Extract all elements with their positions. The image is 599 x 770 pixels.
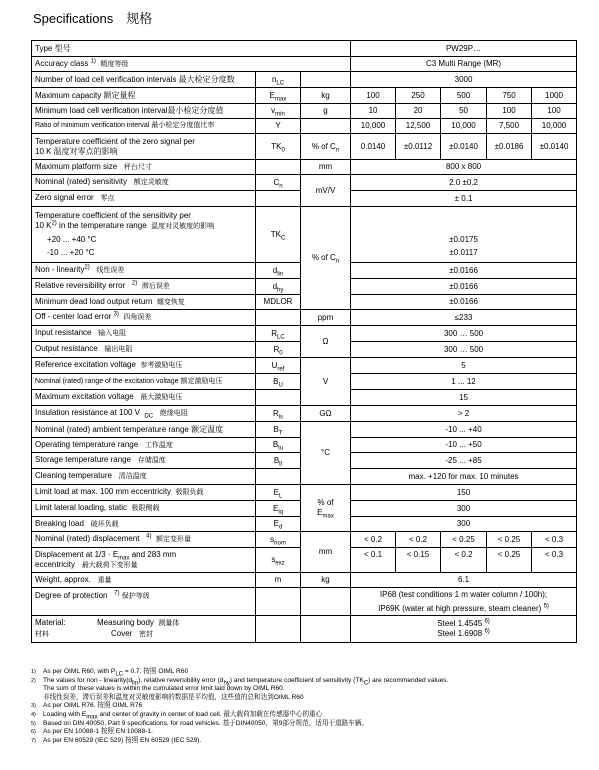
value-dhy: ±0.0166 <box>351 279 577 295</box>
value-accuracy: C3 Multi Range (MR) <box>351 57 577 72</box>
table-row-tk0 <box>32 134 577 160</box>
symbol-cn: $C_n$ <box>256 175 301 191</box>
value-maxexc: 15 <box>351 390 577 406</box>
value-snom-3: < 0.25 <box>487 532 532 548</box>
value-tk0-0: 0.0140 <box>351 134 396 160</box>
value-snom-2: < 0.25 <box>441 532 487 548</box>
symbol-uref: $U_{ref}$ <box>256 358 301 374</box>
value-nlc: 3000 <box>351 72 577 88</box>
label-mdlor: Minimum dead load output return 蠕变恢复 <box>32 295 256 310</box>
value-clean: max. +120 for max. 10 minutes <box>351 469 577 485</box>
unit-protection <box>301 588 351 616</box>
symbol-clean <box>256 469 301 485</box>
value-uref: 5 <box>351 358 577 374</box>
value-btu: -10 ... +50 <box>351 438 577 453</box>
value-sexz-1: < 0.15 <box>396 548 441 573</box>
label-bu: Nominal (rated) range of the excitation voltage 额定激励电压 <box>32 374 256 390</box>
value-mdlor: ±0.0166 <box>351 295 577 310</box>
value-tk0-3: ±0.0186 <box>487 134 532 160</box>
table-row-weight <box>32 573 577 588</box>
footnote-3: 3) As per OIML R76. 按照 OIML R76 <box>31 702 143 710</box>
value-rlc: 300 … 500 <box>351 326 577 342</box>
table-row-protection <box>32 588 577 616</box>
symbol-emax: $E_{max}$ <box>256 88 301 104</box>
table-row-snom <box>32 532 577 548</box>
symbol-bu: $B_U$ <box>256 374 301 390</box>
label-maxexc: Maximum excitation voltage 最大激励电压 <box>32 390 256 406</box>
unit-nlc <box>301 72 351 88</box>
value-el: 150 <box>351 485 577 501</box>
symbol-r0: $R_0$ <box>256 342 301 358</box>
label-ratio: Ratio of minimum verification interval 最小检定分度值比率 <box>32 119 256 134</box>
value-ris: > 2 <box>351 406 577 422</box>
specifications-table <box>31 40 577 643</box>
value-emax-2: 500 <box>441 88 487 104</box>
unit-degc: °C <box>301 422 351 485</box>
unit-pct-emax: % of $E_{max}$ <box>301 485 351 532</box>
label-sexz: Displacement at $1/3 \cdot E_{max}$ and 283 mm eccentricity 最大载荷下变形量 <box>32 548 256 573</box>
symbol-snom: $s_{nom}$ <box>256 532 301 548</box>
table-row-vmin <box>32 104 577 119</box>
symbol-offc <box>256 310 301 326</box>
value-ed: 300 <box>351 517 577 532</box>
label-emax: Maximum capacity 额定量程 <box>32 88 256 104</box>
value-ratio-3: 7,500 <box>487 119 532 134</box>
value-offc: ≤233 <box>351 310 577 326</box>
symbol-ratio: Y <box>256 119 301 134</box>
table-row-accuracy <box>32 57 577 72</box>
label-type: Type 型号 <box>32 41 351 57</box>
symbol-el: $E_L$ <box>256 485 301 501</box>
table-row-material <box>32 616 577 643</box>
label-protection: Degree of protection $^{7)}$ 保护等级 <box>32 588 256 616</box>
symbol-btl: $B_{tl}$ <box>256 453 301 469</box>
footnote-1: 1) As per OIML R60, with PLC = 0.7. 按照 OIML R60 <box>31 668 189 678</box>
value-elq: 300 <box>351 501 577 517</box>
label-nlc: Number of load cell verification intervals 最大检定分度数 <box>32 72 256 88</box>
label-uref: Reference excitation voltage 参考激励电压 <box>32 358 256 374</box>
value-material: Steel 1.4545 $^{6)}$ Steel 1.6908 $^{6)}$ <box>351 616 577 643</box>
unit-ris: GΩ <box>301 406 351 422</box>
label-weight: Weight, approx. 重量 <box>32 573 256 588</box>
label-clean: Cleaning temperature 清洁温度 <box>32 469 256 485</box>
value-tk0-2: ±0.0140 <box>441 134 487 160</box>
value-sexz-3: < 0.25 <box>487 548 532 573</box>
value-tk0-1: ±0.0112 <box>396 134 441 160</box>
symbol-nlc: $n_{LC}$ <box>256 72 301 88</box>
table-row-ratio <box>32 119 577 134</box>
unit-ohm: Ω <box>301 326 351 358</box>
unit-mm: mm <box>301 532 351 573</box>
symbol-platform <box>256 160 301 175</box>
value-vmin-2: 50 <box>441 104 487 119</box>
value-cn: 2.0 ±0.2 <box>351 175 577 191</box>
value-sexz-2: < 0.2 <box>441 548 487 573</box>
unit-vmin: g <box>301 104 351 119</box>
label-btu: Operating temperature range 工作温度 <box>32 438 256 453</box>
label-elq: Limit lateral loading, static 极限侧载 <box>32 501 256 517</box>
label-rlc: Input resistance 输入电阻 <box>32 326 256 342</box>
symbol-weight: m <box>256 573 301 588</box>
symbol-elq: $E_{lq}$ <box>256 501 301 517</box>
symbol-ed: $E_d$ <box>256 517 301 532</box>
value-ratio-4: 10,000 <box>532 119 577 134</box>
value-tkc: ±0.0175 ±0.0117 <box>351 207 577 263</box>
footnote-2-line2: The sum of these values is within the cumulated error limit laid down by OIML R60. <box>43 685 285 693</box>
symbol-rlc: $R_{LC}$ <box>256 326 301 342</box>
value-sexz-0: < 0.1 <box>351 548 396 573</box>
table-row-type <box>32 41 577 57</box>
value-weight: 6.1 <box>351 573 577 588</box>
value-ratio-2: 10,000 <box>441 119 487 134</box>
symbol-vmin: $v_{min}$ <box>256 104 301 119</box>
symbol-btu: $B_{tu}$ <box>256 438 301 453</box>
table-row-bt <box>32 422 577 438</box>
value-type: PW29P… <box>351 41 577 57</box>
table-row-rlc <box>32 326 577 342</box>
unit-tk0: % of $C_n$ <box>301 134 351 160</box>
symbol-tkc: $TK_C$ <box>256 207 301 263</box>
unit-volt: V <box>301 358 351 406</box>
unit-mvv: mV/V <box>301 175 351 207</box>
value-r0: 300 … 500 <box>351 342 577 358</box>
value-vmin-3: 100 <box>487 104 532 119</box>
footnote-4: 4) Loading with Emax and center of gravity in center of load cell. 最大载荷加载在传感器中心的重心 <box>31 710 323 721</box>
value-protection: IP68 (test conditions 1 m water column / 100h); IP69K (water at high pressure, steam cleaner) $^{5)}$ <box>351 588 577 616</box>
unit-weight: kg <box>301 573 351 588</box>
label-vmin: Minimum load cell verification interval最小检定分度值 <box>32 104 256 119</box>
table-row-nlc <box>32 72 577 88</box>
unit-pct-cn: % of $C_n$ <box>301 207 351 310</box>
footnote-6: 6) As per EN 10088-1 按照 EN 10088-1. <box>31 728 153 736</box>
label-platform: Maximum platform size 秤台尺寸 <box>32 160 256 175</box>
value-emax-1: 250 <box>396 88 441 104</box>
label-bt: Nominal (rated) ambient temperature range 额定温度 <box>32 422 256 438</box>
value-ratio-0: 10,000 <box>351 119 396 134</box>
value-emax-4: 1000 <box>532 88 577 104</box>
footnote-2-line3: 非线性误差，滞后误差和温度对灵敏度影响的数据是平均值，这些值的总和达到OIML R60 <box>43 693 304 701</box>
value-platform: 800 x 800 <box>351 160 577 175</box>
value-dlin: ±0.0166 <box>351 263 577 279</box>
symbol-tk0: $TK_0$ <box>256 134 301 160</box>
label-tkc: Temperature coefficient of the sensitivity per 10 $K^{2)}$ in the temperature range 温度对灵敏度的影响 +20 ... +40 °C -10 ... +20 °C <box>32 207 256 263</box>
value-ratio-1: 12,500 <box>396 119 441 134</box>
label-material: Material: Measuring body 测量体 材料 Cover 密封 <box>32 616 256 643</box>
value-tk0-4: ±0.0140 <box>532 134 577 160</box>
label-btl: Storage temperature range 存储温度 <box>32 453 256 469</box>
label-zero: Zero signal error 零点 <box>32 191 256 207</box>
symbol-zero <box>256 191 301 207</box>
unit-offc: ppm <box>301 310 351 326</box>
value-snom-0: < 0.2 <box>351 532 396 548</box>
symbol-material <box>256 616 301 643</box>
label-ris: Insulation resistance at 100 V $_{DC}$ 绝缘电阻 <box>32 406 256 422</box>
symbol-mdlor: MDLOR <box>256 295 301 310</box>
unit-ratio <box>301 119 351 134</box>
label-dhy: Relative reversibility error $^{2)}$ 滞后误差 <box>32 279 256 295</box>
label-el: Limit load at max. 100 mm eccentricity 极限负载 <box>32 485 256 501</box>
label-accuracy: Accuracy class $^{1)}$ 精度等级 <box>32 57 351 72</box>
footnote-5: 5) Based on DIN 40050, Part 9 specifications, for road vehicles. 基于DIN40050，第9部分规范，适用于道路车辆。 <box>31 719 369 727</box>
value-zero: ± 0.1 <box>351 191 577 207</box>
table-row-el <box>32 485 577 501</box>
value-sexz-4: < 0.3 <box>532 548 577 573</box>
symbol-ris: $R_{is}$ <box>256 406 301 422</box>
label-r0: Output resistance 输出电阻 <box>32 342 256 358</box>
footnotes <box>31 668 591 745</box>
value-bu: 1 ... 12 <box>351 374 577 390</box>
label-dlin: Non - linearity$^{2)}$ 线性误差 <box>32 263 256 279</box>
table-row-uref <box>32 358 577 374</box>
page-title: Specifications 规格 <box>33 11 153 26</box>
table-row-tkc <box>32 207 577 263</box>
table-row-ris <box>32 406 577 422</box>
value-snom-1: < 0.2 <box>396 532 441 548</box>
symbol-dhy: $d_{hy}$ <box>256 279 301 295</box>
value-vmin-0: 10 <box>351 104 396 119</box>
table-row-cn <box>32 175 577 191</box>
label-ed: Breaking load 破坏负载 <box>32 517 256 532</box>
table-row-offc <box>32 310 577 326</box>
footnote-7: 7) As per EN 60529 (IEC 529) 按照 EN 60529 (IEC 529). <box>31 736 202 744</box>
value-emax-3: 750 <box>487 88 532 104</box>
value-bt: -10 ... +40 <box>351 422 577 438</box>
unit-material <box>301 616 351 643</box>
table-row-emax <box>32 88 577 104</box>
value-emax-0: 100 <box>351 88 396 104</box>
label-offc: Off - center load error $^{3)}$ 四角误差 <box>32 310 256 326</box>
symbol-protection <box>256 588 301 616</box>
value-vmin-1: 20 <box>396 104 441 119</box>
symbol-bt: $B_T$ <box>256 422 301 438</box>
footnote-2: 2) The values for non - linearity(dlin), relative reversibility error (dhy) and temperature coefficient of sensitivity (TKC) are recommended values. <box>31 676 449 686</box>
symbol-dlin: $d_{lin}$ <box>256 263 301 279</box>
label-cn: Nominal (rated) sensitivity 额定灵敏度 <box>32 175 256 191</box>
label-tk0: Temperature coefficient of the zero signal per 10 K 温度对零点的影响 <box>32 134 256 160</box>
table-row-platform <box>32 160 577 175</box>
value-snom-4: < 0.3 <box>532 532 577 548</box>
unit-platform: mm <box>301 160 351 175</box>
label-snom: Nominal (rated) displacement $^{4)}$ 额定变形量 <box>32 532 256 548</box>
symbol-sexz: $s_{exz}$ <box>256 548 301 573</box>
unit-emax: kg <box>301 88 351 104</box>
value-vmin-4: 100 <box>532 104 577 119</box>
symbol-maxexc <box>256 390 301 406</box>
value-btl: -25 ... +85 <box>351 453 577 469</box>
